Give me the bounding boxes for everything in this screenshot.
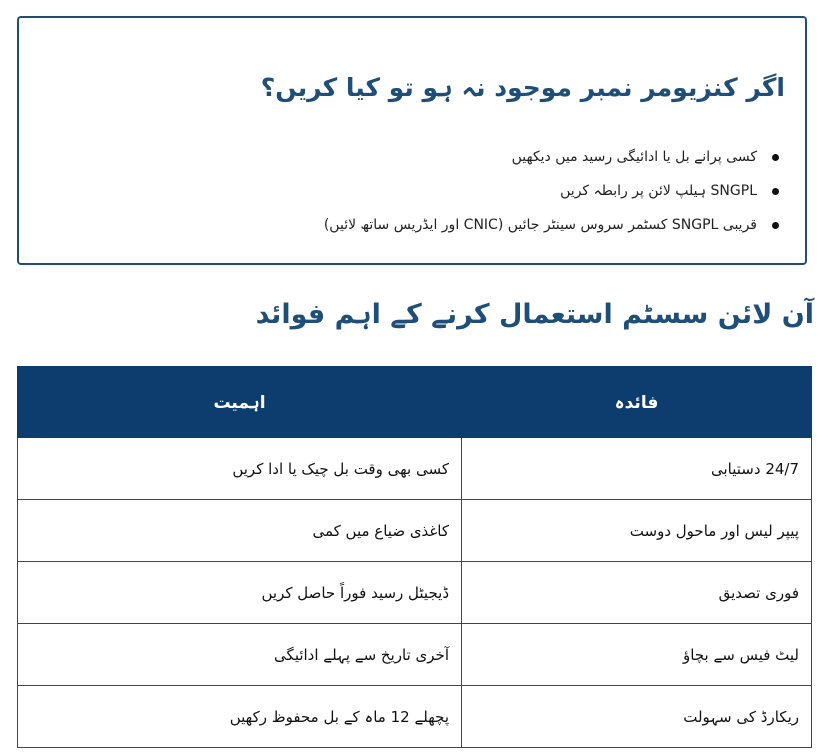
benefit-cell: لیٹ فیس سے بچاؤ: [462, 624, 812, 686]
importance-cell: کسی بھی وقت بل چیک یا ادا کریں: [18, 438, 462, 500]
table-row: [18, 624, 812, 686]
table-row: [18, 500, 812, 562]
importance-cell: آخری تاریخ سے پہلے ادائیگی: [18, 624, 462, 686]
benefits-section-title: آن لائن سسٹم استعمال کرنے کے اہم فوائد: [255, 299, 814, 330]
benefit-cell: پیپر لیس اور ماحول دوست: [462, 500, 812, 562]
importance-cell: پچھلے 12 ماہ کے بل محفوظ رکھیں: [18, 686, 462, 748]
bullet-icon: [772, 188, 779, 195]
benefits-table: [17, 366, 812, 748]
benefit-cell: فوری تصدیق: [462, 562, 812, 624]
table-row: [18, 562, 812, 624]
info-list-item: [324, 174, 779, 208]
info-list-item-text: قریبی SNGPL کسٹمر سروس سینٹر جائیں (CNIC اور ایڈریس ساتھ لائیں): [323, 217, 757, 233]
info-list-item: [324, 208, 779, 242]
info-list-item-text: SNGPL ہیلپ لائن پر رابطہ کریں: [560, 183, 757, 199]
bullet-icon: [772, 222, 779, 229]
column-header-benefit: فائدہ: [462, 367, 812, 438]
info-list-item: [324, 140, 779, 174]
importance-cell: ڈیجیٹل رسید فوراً حاصل کریں: [18, 562, 462, 624]
benefit-cell: ریکارڈ کی سہولت: [462, 686, 812, 748]
column-header-importance: اہمیت: [18, 367, 462, 438]
info-box-title: اگر کنزیومر نمبر موجود نہ ہو تو کیا کریں؟: [260, 73, 785, 102]
table-header-row: [18, 367, 812, 438]
table-row: [18, 686, 812, 748]
benefit-cell: 24/7 دستیابی: [462, 438, 812, 500]
bullet-icon: [772, 154, 779, 161]
info-box-list: [324, 140, 779, 242]
info-list-item-text: کسی پرانے بل یا ادائیگی رسید میں دیکھیں: [511, 149, 757, 165]
importance-cell: کاغذی ضیاع میں کمی: [18, 500, 462, 562]
table-row: [18, 438, 812, 500]
missing-consumer-number-box: [17, 16, 807, 265]
